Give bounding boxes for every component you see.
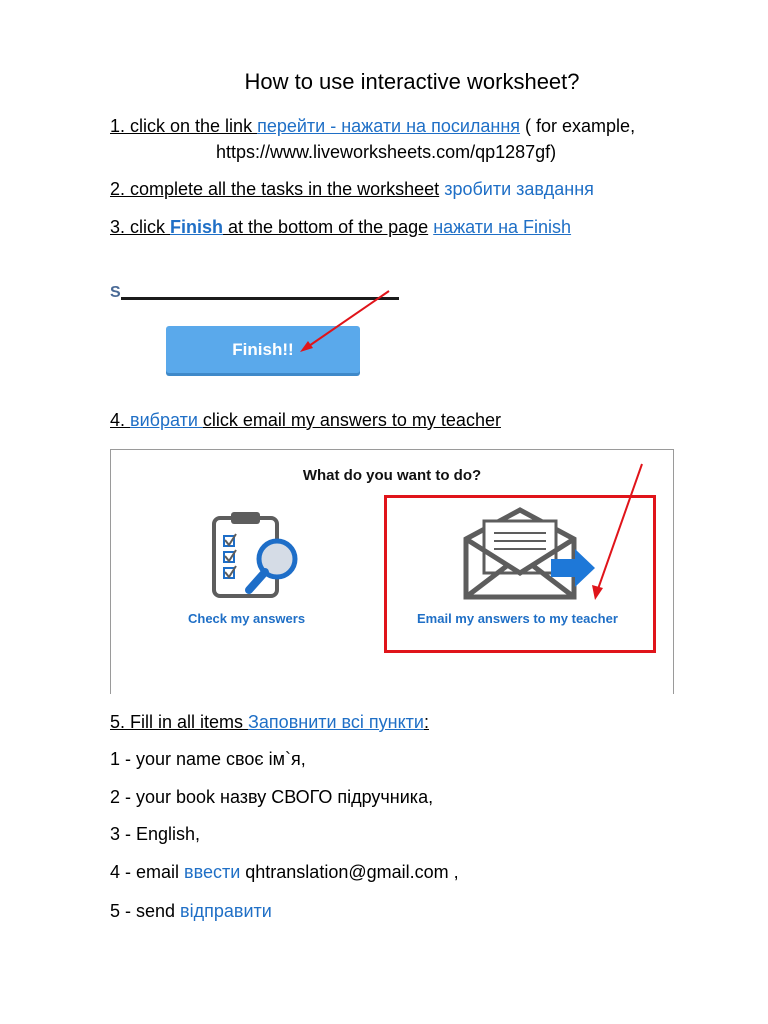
step-3-suffix: at the bottom of the page bbox=[223, 217, 429, 237]
clipboard-checklist-icon[interactable] bbox=[209, 512, 309, 602]
step-5-text: 5. Fill in all items bbox=[110, 712, 249, 732]
item-5 bbox=[110, 900, 272, 922]
step-2-text: 2. complete all the tasks in the worksheet bbox=[110, 179, 440, 199]
item-5-prefix: 5 - send bbox=[110, 901, 181, 921]
step-5-colon: : bbox=[423, 712, 429, 732]
email-answers-option[interactable]: Email my answers to my teacher bbox=[417, 611, 618, 626]
item-4-prefix: 4 - email bbox=[110, 862, 185, 882]
step-3-text: 3. click bbox=[110, 217, 171, 237]
dialog-title: What do you want to do? bbox=[302, 467, 482, 484]
check-answers-option[interactable]: Check my answers bbox=[188, 611, 306, 626]
step-4-ua: вибрати bbox=[130, 410, 203, 430]
step-3-ua: нажати на bbox=[433, 217, 524, 237]
step-4-text: click email my answers to my teacher bbox=[202, 410, 501, 430]
red-pointer-arrow-icon bbox=[110, 286, 400, 390]
submit-dialog-screenshot bbox=[110, 449, 674, 694]
step-3 bbox=[110, 216, 571, 238]
red-pointer-arrow-icon bbox=[571, 450, 651, 610]
step-1-link[interactable]: перейти - нажати на посилання bbox=[257, 116, 521, 136]
step-5 bbox=[110, 711, 429, 733]
item-2: 2 - your book назву СВОГО підручника, bbox=[110, 787, 434, 807]
step-4-prefix: 4. bbox=[110, 410, 131, 430]
step-1 bbox=[110, 115, 635, 137]
step-4 bbox=[110, 409, 501, 431]
item-4 bbox=[110, 861, 459, 883]
step-1-text: 1. click on the link bbox=[110, 116, 258, 136]
page-title: How to use interactive worksheet? bbox=[244, 69, 580, 94]
step-1-suffix: ( for example, bbox=[520, 116, 636, 136]
step-3-finish: Finish bbox=[170, 217, 224, 237]
step-1-url: https://www.liveworksheets.com/qp1287gf) bbox=[216, 142, 557, 162]
item-4-email: qhtranslation@gmail.com , bbox=[240, 862, 459, 882]
header-glyph: S bbox=[110, 284, 121, 301]
step-2-ua: зробити завдання bbox=[444, 179, 594, 199]
step-3-ua-finish: Finish bbox=[523, 217, 572, 237]
finish-button[interactable]: Finish!! bbox=[166, 326, 360, 373]
item-4-ua: ввести bbox=[184, 862, 241, 882]
step-2 bbox=[110, 178, 594, 200]
item-1: 1 - your name своє ім`я, bbox=[110, 749, 306, 769]
item-5-ua: відправити bbox=[180, 901, 272, 921]
finish-screenshot bbox=[110, 286, 400, 390]
step-5-ua: Заповнити всі пункти bbox=[248, 712, 424, 732]
item-3: 3 - English, bbox=[110, 824, 201, 844]
